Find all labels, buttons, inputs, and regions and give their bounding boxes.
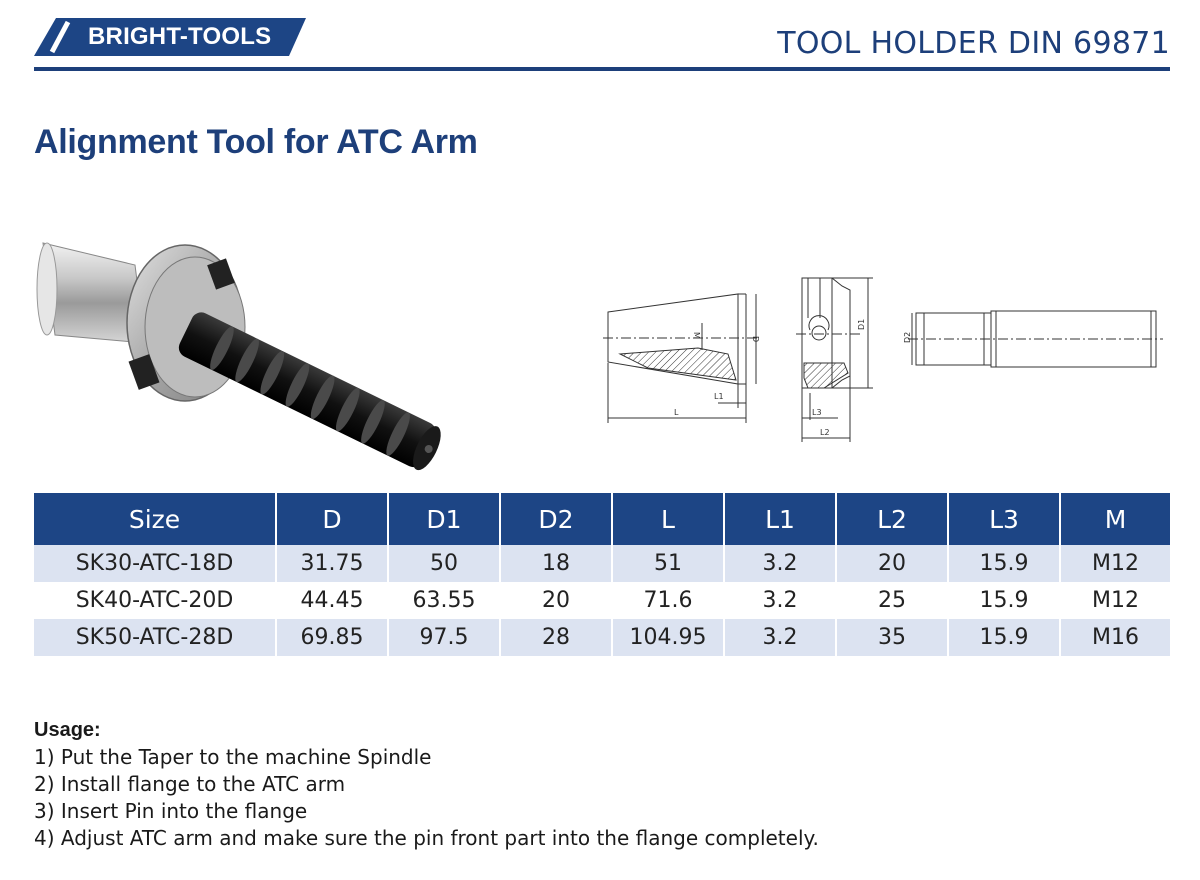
table-cell: 63.55 [388, 582, 500, 619]
table-row [34, 619, 1170, 656]
table-cell: 3.2 [724, 545, 836, 582]
dim-label-d1: D1 [857, 318, 866, 330]
table-cell: 3.2 [724, 582, 836, 619]
table-cell: 69.85 [276, 619, 388, 656]
table-cell: 18 [500, 545, 612, 582]
table-cell: M12 [1060, 582, 1170, 619]
table-cell: SK30-ATC-18D [34, 545, 276, 582]
column-header: D2 [500, 493, 612, 545]
table-cell: 50 [388, 545, 500, 582]
column-header: Size [34, 493, 276, 545]
table-cell: M16 [1060, 619, 1170, 656]
usage-step: 3) Insert Pin into the flange [34, 799, 308, 823]
document-title: TOOL HOLDER DIN 69871 [777, 26, 1170, 61]
table-cell: 97.5 [388, 619, 500, 656]
flange-drawing [796, 278, 873, 442]
dim-label-d2: D2 [903, 331, 912, 343]
column-header: D1 [388, 493, 500, 545]
column-header: L1 [724, 493, 836, 545]
table-cell: 25 [836, 582, 948, 619]
table-cell: 3.2 [724, 619, 836, 656]
technical-drawings [598, 268, 1173, 448]
brand-name: BRIGHT-TOOLS [88, 23, 272, 50]
dim-label-m: M [692, 332, 701, 339]
table-cell: 104.95 [612, 619, 724, 656]
usage-step: 2) Install flange to the ATC arm [34, 772, 346, 796]
column-header: L2 [836, 493, 948, 545]
table-cell: 20 [500, 582, 612, 619]
table-header-row [34, 493, 1170, 545]
table-cell: 28 [500, 619, 612, 656]
column-header: L3 [948, 493, 1060, 545]
table-cell: 71.6 [612, 582, 724, 619]
usage-step: 1) Put the Taper to the machine Spindle [34, 745, 432, 769]
header-divider [34, 67, 1170, 71]
page-title: Alignment Tool for ATC Arm [34, 123, 478, 161]
column-header: D [276, 493, 388, 545]
product-image [25, 225, 475, 480]
dim-label-l1: L1 [714, 392, 724, 401]
table-row [34, 582, 1170, 619]
table-cell: 51 [612, 545, 724, 582]
dim-label-l2: L2 [820, 428, 830, 437]
table-cell: 31.75 [276, 545, 388, 582]
table-cell: 44.45 [276, 582, 388, 619]
dim-label-d: D [751, 336, 760, 343]
table-cell: SK40-ATC-20D [34, 582, 276, 619]
table-cell: SK50-ATC-28D [34, 619, 276, 656]
specification-table [34, 493, 1170, 656]
table-row [34, 545, 1170, 582]
table-cell: 35 [836, 619, 948, 656]
table-cell: 15.9 [948, 582, 1060, 619]
table-cell: 15.9 [948, 619, 1060, 656]
table-cell: M12 [1060, 545, 1170, 582]
table-cell: 20 [836, 545, 948, 582]
usage-step: 4) Adjust ATC arm and make sure the pin front part into the flange completely. [34, 826, 819, 850]
taper-drawing [603, 294, 758, 423]
dim-label-l: L [674, 408, 679, 417]
column-header: L [612, 493, 724, 545]
brand-logo [34, 18, 306, 56]
pin-drawing [908, 311, 1163, 367]
column-header: M [1060, 493, 1170, 545]
table-cell: 15.9 [948, 545, 1060, 582]
usage-heading: Usage: [34, 719, 101, 741]
dim-label-l3: L3 [812, 408, 822, 417]
usage-section [34, 717, 819, 852]
